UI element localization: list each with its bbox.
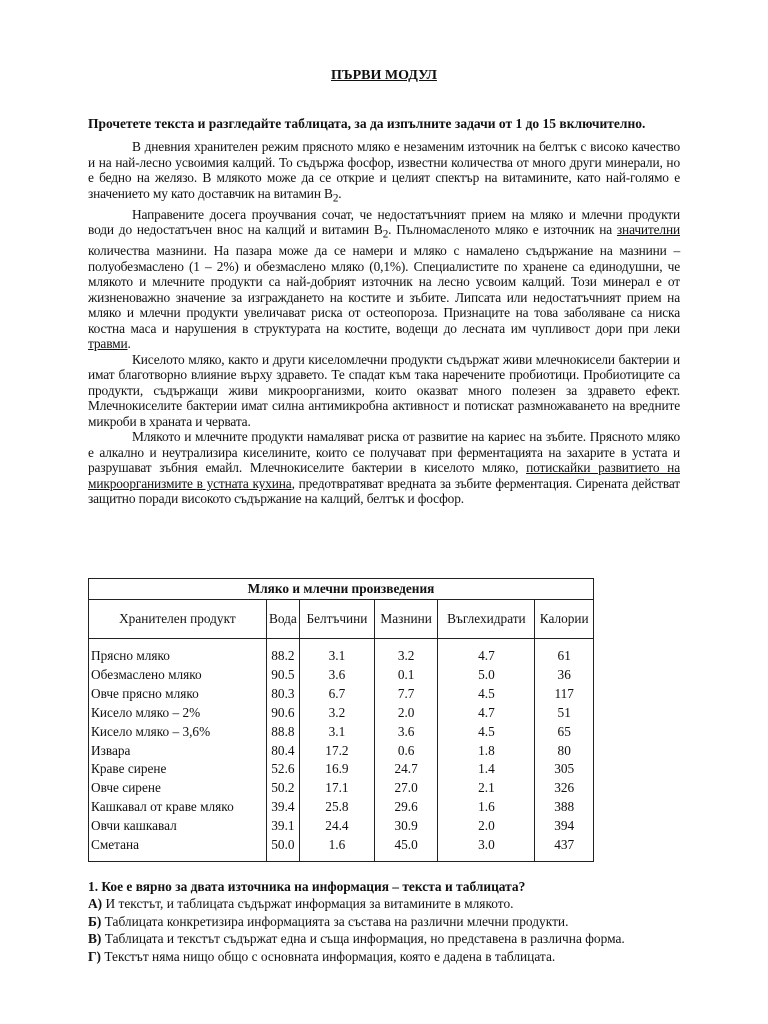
option-letter: А) (88, 896, 103, 912)
table-cell: 3.0 (478, 837, 495, 853)
column-header: Въглехидрати (438, 600, 535, 639)
table-cell: 50.0 (271, 837, 295, 853)
column-header: Калории (535, 600, 594, 639)
table-cell: 61 (557, 648, 571, 663)
table-cell: 88.2 (271, 648, 295, 663)
table-cell: Овче сирене (91, 780, 161, 796)
question-1-options (88, 895, 688, 965)
table-cell: 39.1 (271, 818, 295, 834)
option-letter: Б) (88, 913, 102, 929)
paragraph-1: В дневния хранителен режим прясното мляко е незаменим източник на белтък с високо качество и на най-лесно усвоимия калций. То съдържа фосфор, известни количества от много други минерали, но е бедно на желязо. В млякото може да се открие и целият спектър на витамините, като най-голямо е значението му като доставчик на витамин $B_2$. (88, 139, 680, 205)
table-cell: 305 (554, 761, 575, 777)
table-cell: 394 (554, 818, 575, 834)
table-cell: 6.7 (328, 685, 346, 701)
table-cell: 4.5 (478, 723, 495, 739)
table-cell: 1.6 (328, 837, 346, 853)
option-text: Текстът няма нищо общо с основната информация, която е дадена в таблицата. (100, 948, 556, 964)
table-cell: 90.6 (271, 704, 295, 720)
option-letter: Г) (88, 948, 101, 964)
table-body-row (89, 639, 594, 862)
underlined-phrase: потискайки развитието на микроорганизмите в устната кухина (88, 460, 680, 491)
table-cell: 2.1 (478, 780, 495, 796)
table-column (300, 639, 375, 862)
table-cell: 3.2 (397, 648, 415, 663)
table-cell: 24.4 (325, 818, 349, 834)
table-cell: 17.1 (325, 780, 349, 796)
table-cell: 1.8 (478, 742, 495, 758)
table-cell: 4.5 (478, 685, 495, 701)
table-cell: 3.2 (328, 704, 346, 720)
table-cell: 4.7 (478, 648, 495, 663)
table-column (535, 639, 594, 862)
table-cell: 36 (557, 666, 571, 682)
column-header: Вода (266, 600, 299, 639)
table-cell: 50.2 (271, 780, 295, 796)
table-cell: 65 (557, 723, 571, 739)
table-cell: 27.0 (394, 780, 418, 796)
table-cell: 3.1 (328, 723, 346, 739)
underlined-word-significant: значителни (616, 222, 680, 238)
paragraph-2: Направените досега проучвания сочат, че недостатъчният прием на мляко и млечни продукти води до недостатъчен внос на калций и витамин $B_2$. Пълномасленото мляко е източник на значителни количества мазнини. На пазара може да се намери и мляко с намалено съдържание на мазнини – полуобезмаслено (1 – 2%) и обезмаслено мляко (0,1%). Специалистите по хранене са единодушни, че млякото и млечните продукти са най-добрият източник на лесно усвоим калций. Този минерал е от жизненоважно значение за изграждането на костите и зъбите. Липсата или недостатъчният прием на мляко и млечни продукти увеличават риска от остеопороза. Признаците на това заболяване са ниска костна маса и нарушения в структурата на костите, водещи до лесната им чупливост дори при леки травми. (88, 206, 680, 352)
table-cell: 52.6 (271, 761, 295, 777)
table-cell: 88.8 (271, 723, 295, 739)
column-header: Белтъчини (300, 600, 375, 639)
table-cell: 1.4 (478, 761, 495, 777)
table-cell: 326 (554, 780, 575, 796)
table-cell: 4.7 (478, 704, 495, 720)
table-cell: 3.6 (328, 666, 346, 682)
option-text: Таблицата и текстът съдържат една и съща информация, но представена в различна форма. (101, 931, 625, 947)
table-cell: 388 (554, 799, 575, 815)
table-cell: 3.1 (328, 648, 346, 663)
table-cell: 25.8 (325, 799, 349, 815)
table-cell: 7.7 (397, 685, 415, 701)
table-cell: Овчи кашкавал (91, 818, 177, 834)
table-cell: 39.4 (271, 799, 295, 815)
answer-option (88, 913, 688, 930)
table-cell: Кисело мляко – 3,6% (91, 723, 211, 739)
table-cell: 16.9 (325, 761, 349, 777)
dairy-nutrition-table (88, 578, 594, 862)
answer-option (88, 930, 688, 947)
table-cell: 24.7 (394, 761, 418, 777)
option-text: Таблицата конкретизира информацията за състава на различни млечни продукти. (101, 913, 569, 929)
table-cell: Овче прясно мляко (91, 685, 199, 701)
table-cell: Извара (91, 742, 131, 758)
table-cell: Краве сирене (91, 761, 167, 777)
table-cell: 45.0 (394, 837, 418, 853)
table-column (438, 639, 535, 862)
table-cell: 80 (557, 742, 571, 758)
table-cell: 0.6 (397, 742, 415, 758)
table-cell: Обезмаслено мляко (91, 666, 202, 682)
table-cell: 2.0 (478, 818, 495, 834)
table-header-row (89, 600, 594, 639)
table-column (266, 639, 299, 862)
question-1 (88, 878, 688, 965)
paragraph-4: Млякото и млечните продукти намаляват риска от развитие на кариес на зъбите. Прясното мляко е алкално и неутрализира киселините, които се получават при ферментацията на захарите в устата и разрушават зъбния емайл. Млечнокиселите бактерии в киселото мляко, потискайки развитието на микроорганизмите в устната кухина, предотвратяват вредната за зъбите ферментация. Сирената действат защитно поради високото съдържание на калций, белтък и фосфор. (88, 429, 680, 507)
table-column (374, 639, 438, 862)
task-instruction: Прочетете текста и разгледайте таблицата, за да изпълните задачи от 1 до 15 включително. (88, 116, 646, 131)
table-cell: 5.0 (478, 666, 495, 682)
table-cell: Кисело мляко – 2% (91, 704, 201, 720)
option-text: И текстът, и таблицата съдържат информация за витамините в млякото. (102, 896, 514, 912)
table-cell: 3.6 (397, 723, 415, 739)
table-cell: 0.1 (397, 666, 415, 682)
table-cell: 80.3 (271, 685, 295, 701)
table-cell: 51 (557, 704, 571, 720)
table-cell: Прясно мляко (91, 648, 170, 663)
table-cell: 30.9 (394, 818, 418, 834)
answer-option (88, 948, 688, 965)
underlined-word-injuries: травми (88, 336, 128, 352)
table-cell: 1.6 (478, 799, 495, 815)
table-cell: 17.2 (325, 742, 349, 758)
column-header: Мазнини (374, 600, 438, 639)
module-title: ПЪРВИ МОДУЛ (331, 68, 437, 83)
table-cell: 2.0 (397, 704, 415, 720)
table-cell: Сметана (91, 837, 140, 853)
table-cell: 29.6 (394, 799, 418, 815)
answer-option (88, 895, 688, 912)
table-cell: Кашкавал от краве мляко (91, 799, 234, 815)
table-cell: 437 (554, 837, 575, 853)
paragraph-3: Киселото мляко, както и други киселомлечни продукти съдържат живи млечнокисели бактерии и имат благотворно влияние върху здравето. Те спадат към така наречените пробиотици. Пробиотиците са продукти, съдържащи живи микроорганизми, които оказват много полезен за здравето ефект. Млечнокиселите бактерии имат силна антимикробна активност и потискат размножаването на вредните микроби в храната и червата. (88, 351, 680, 429)
column-header: Хранителен продукт (89, 600, 267, 639)
question-1-text: 1. Кое е вярно за двата източника на информация – текста и таблицата? (88, 879, 526, 894)
table-caption: Мляко и млечни произведения (89, 579, 594, 600)
table-column (89, 639, 267, 862)
reading-text (88, 139, 680, 507)
table-cell: 80.4 (271, 742, 295, 758)
table-cell: 90.5 (271, 666, 295, 682)
table-cell: 117 (554, 685, 574, 701)
option-letter: В) (88, 931, 102, 947)
